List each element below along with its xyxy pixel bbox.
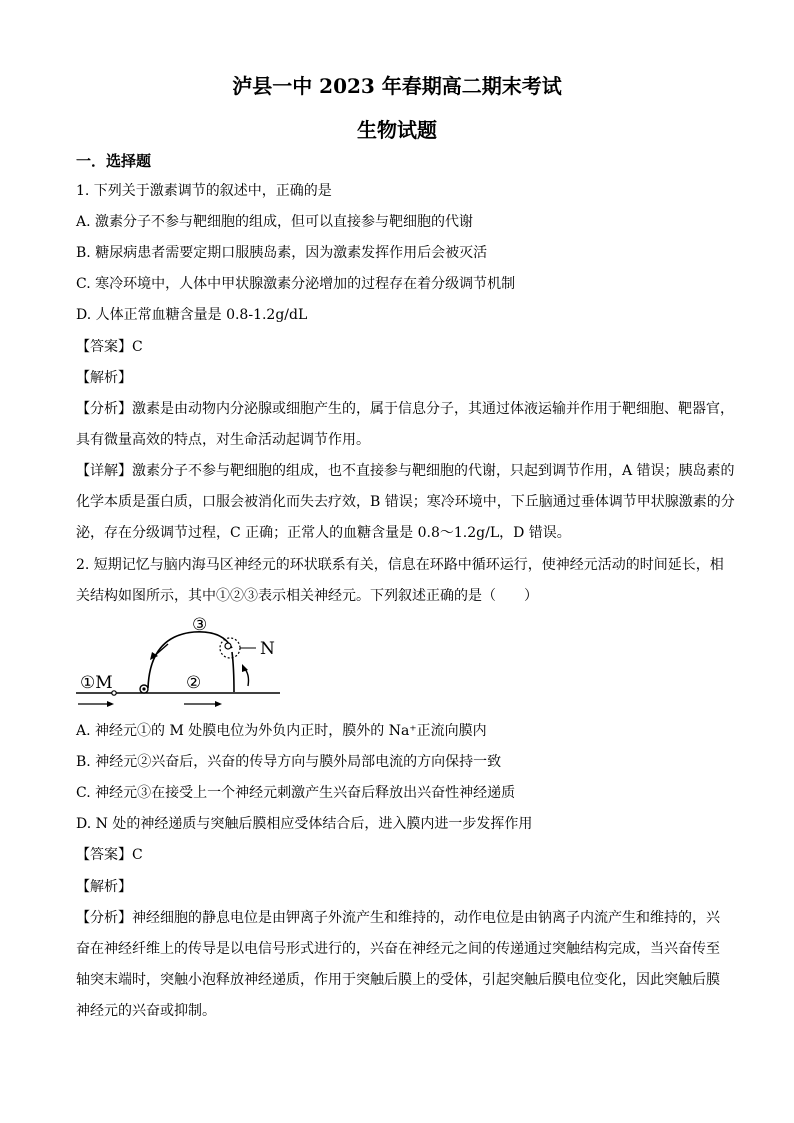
q1-fenxi-line-2: 具有微量高效的特点，对生命活动起调节作用。 bbox=[76, 432, 370, 448]
q1-option-c: C. 寒冷环境中，人体中甲状腺激素分泌增加的过程存在着分级调节机制 bbox=[76, 276, 516, 292]
q1-xiangjie-line-1: 【详解】激素分子不参与靶细胞的组成，也不直接参与靶细胞的代谢，只起到调节作用，A 错误；胰岛素的 bbox=[76, 463, 735, 479]
q1-fenxi-line-1: 【分析】激素是由动物内分泌腺或细胞产生的，属于信息分子，其通过体液运输并作用于靶细胞、靶器官， bbox=[76, 401, 734, 417]
bottom-arrow-left-head bbox=[107, 701, 114, 707]
q2-analysis-label: 【解析】 bbox=[76, 879, 132, 895]
q2-option-a: A. 神经元①的 M 处膜电位为外负内正时，膜外的 Na⁺正流向膜内 bbox=[76, 723, 487, 739]
q2-stem-line-2: 关结构如图所示，其中①②③表示相关神经元。下列叙述正确的是（ ） bbox=[76, 588, 538, 604]
q1-option-d: D. 人体正常血糖含量是 0.8-1.2g/dL bbox=[76, 307, 308, 323]
q1-option-a: A. 激素分子不参与靶细胞的组成，但可以直接参与靶细胞的代谢 bbox=[76, 214, 474, 230]
synapse-dot-left bbox=[142, 687, 145, 690]
label-neuron-3: ③ bbox=[192, 615, 208, 635]
bottom-arrow-right-head bbox=[215, 701, 222, 707]
q2-answer: 【答案】C bbox=[76, 847, 143, 863]
q2-fenxi-line-3: 轴突末端时，突触小泡释放神经递质，作用于突触后膜上的受体，引起突触后膜电位变化，因此突触后膜 bbox=[76, 972, 720, 988]
q1-option-b: B. 糖尿病患者需要定期口服胰岛素，因为激素发挥作用后会被灭活 bbox=[76, 245, 488, 261]
exam-subtitle: 生物试题 bbox=[357, 118, 437, 142]
exam-title: 泸县一中 2023 年春期高二期末考试 bbox=[232, 74, 562, 98]
neuron-loop-figure bbox=[72, 608, 302, 708]
q1-stem: 1. 下列关于激素调节的叙述中，正确的是 bbox=[76, 183, 332, 199]
label-neuron-2: ② bbox=[186, 673, 202, 693]
q2-fenxi-line-4: 神经元的兴奋或抑制。 bbox=[76, 1003, 216, 1019]
q2-option-b: B. 神经元②兴奋后，兴奋的传导方向与膜外局部电流的方向保持一致 bbox=[76, 754, 502, 770]
label-neuron-1-m: ①M bbox=[80, 673, 113, 693]
q2-option-c: C. 神经元③在接受上一个神经元刺激产生兴奋后释放出兴奋性神经递质 bbox=[76, 785, 516, 801]
q1-analysis-label: 【解析】 bbox=[76, 370, 132, 386]
rising-arrow-head bbox=[242, 664, 248, 672]
q2-option-d: D. N 处的神经递质与突触后膜相应受体结合后，进入膜内进一步发挥作用 bbox=[76, 816, 533, 832]
q2-fenxi-line-1: 【分析】神经细胞的静息电位是由钾离子外流产生和维持的，动作电位是由钠离子内流产生和维持的，兴 bbox=[76, 910, 720, 926]
q1-xiangjie-line-3: 泌，存在分级调节过程，C 正确；正常人的血糖含量是 0.8～1.2g/L，D 错误。 bbox=[76, 525, 571, 541]
neuron-loop-diagram bbox=[72, 608, 302, 708]
label-point-n: N bbox=[260, 639, 275, 659]
section-heading: 一．选择题 bbox=[76, 152, 152, 170]
q1-xiangjie-line-2: 化学本质是蛋白质，口服会被消化而失去疗效，B 错误；寒冷环境中，下丘脑通过垂体调节甲状腺激素的分 bbox=[76, 494, 735, 510]
q2-fenxi-line-2: 奋在神经纤维上的传导是以电信号形式进行的，兴奋在神经元之间的传递通过突触结构完成，当兴奋传至 bbox=[76, 941, 720, 957]
q1-answer: 【答案】C bbox=[76, 339, 143, 355]
q2-stem-line-1: 2. 短期记忆与脑内海马区神经元的环状联系有关，信息在环路中循环运行，使神经元活动的时间延长，相 bbox=[76, 557, 724, 573]
synapse-knob-n bbox=[225, 643, 231, 649]
